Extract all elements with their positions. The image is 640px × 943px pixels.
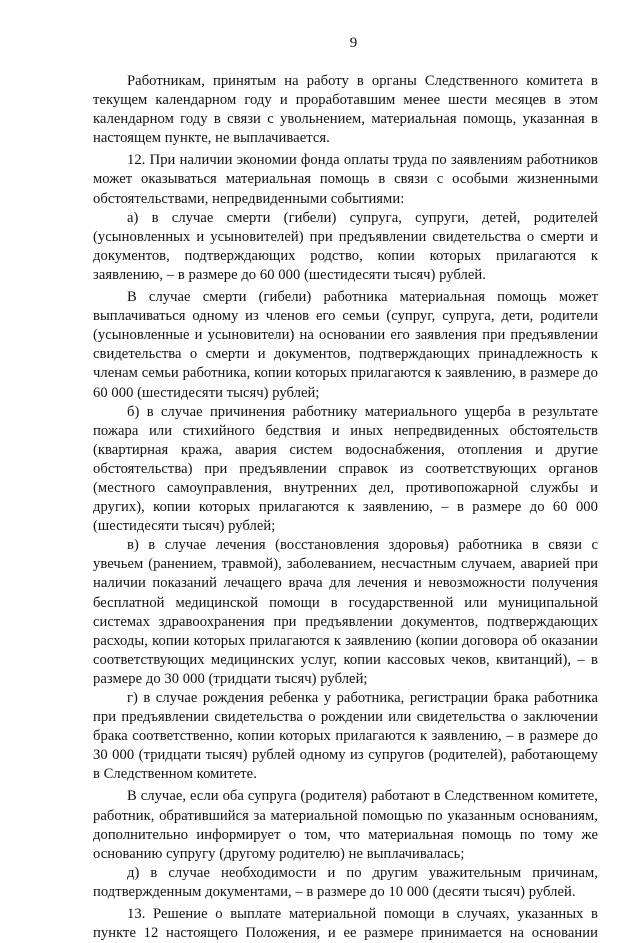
paragraph-item-12d: д) в случае необходимости и по другим уважительным причинам, подтвержденным документами, – в размере до 10 000 (десяти тысяч) рублей. [93, 864, 598, 900]
paragraph-item-13: 13. Решение о выплате материальной помощи в случаях, указанных в пункте 12 настоящего Положения, и ее размере принимается на основании [93, 906, 598, 942]
paragraph-item-12a: а) в случае смерти (гибели) супруга, супруги, детей, родителей (усыновленных и усыновителей) при предъявлении свидетельства о смерти и документов, подтверждающих родство, копии которых прилагаются к заявлению, – в размере до 60 000 (шестидесяти тысяч) рублей. [93, 209, 598, 283]
page-number: 9 [349, 35, 358, 51]
paragraph-both-spouses: В случае, если оба супруга (родителя) работают в Следственном комитете, работник, обратившийся за материальной помощью по указанным основаниям, дополнительно информирует о том, что материальная помощь по тому же основанию супругу (другому родителю) не выплачивалась; [93, 788, 598, 862]
paragraph-employee-death: В случае смерти (гибели) работника материальная помощь может выплачиваться одному из членов его семьи (супруг, супруга, дети, родители (усыновленные и усыновители) на основании его заявления при предъявлении свидетельства о смерти и документов, подтверждающих принадлежность к членам семьи работника, копии которых прилагаются к заявлению, в размере до 60 000 (шестидесяти тысяч) рублей; [93, 289, 598, 401]
paragraph-item-12: 12. При наличии экономии фонда оплаты труда по заявлениям работников может оказываться материальная помощь в связи с особыми жизненными обстоятельствами, непредвиденными событиями: [93, 152, 598, 207]
paragraph-new-employees: Работникам, принятым на работу в органы Следственного комитета в текущем календарном году и проработавшим менее шести месяцев в этом календарном году в связи с увольнением, материальная помощь, указанная в настоящем пункте, не выплачивается. [93, 73, 598, 147]
paragraph-item-12b: б) в случае причинения работнику материального ущерба в результате пожара или стихийного бедствия и иных непредвиденных обстоятельств (квартирная кража, авария систем водоснабжения, отопления и другие обстоятельства) при предъявлении справок из соответствующих органов (местного самоуправления, внутренних дел, противопожарной службы и других), копии которых прилагаются к заявлению, – в размере до 60 000 (шестидесяти тысяч) рублей; [93, 403, 598, 535]
paragraph-item-12v: в) в случае лечения (восстановления здоровья) работника в связи с увечьем (ранением, травмой), заболеванием, несчастным случаем, аварией при наличии показаний лечащего врача для лечения и невозможности получения бесплатной медицинской помощи в государственной или муниципальной системах здравоохранения при предъявлении документов, подтверждающих расходы, копии которых прилагаются к заявлению (копии договора об оказании соответствующих медицинских услуг, копии кассовых чеков, квитанций), – в размере до 30 000 (тридцати тысяч) рублей; [93, 537, 598, 687]
paragraph-item-12g: г) в случае рождения ребенка у работника, регистрации брака работника при предъявлении свидетельства о рождении или свидетельства о заключении брака соответственно, копии которых прилагаются к заявлению, – в размере до 30 000 (тридцати тысяч) рублей одному из супругов (родителей), работающему в Следственном комитете. [93, 690, 598, 783]
